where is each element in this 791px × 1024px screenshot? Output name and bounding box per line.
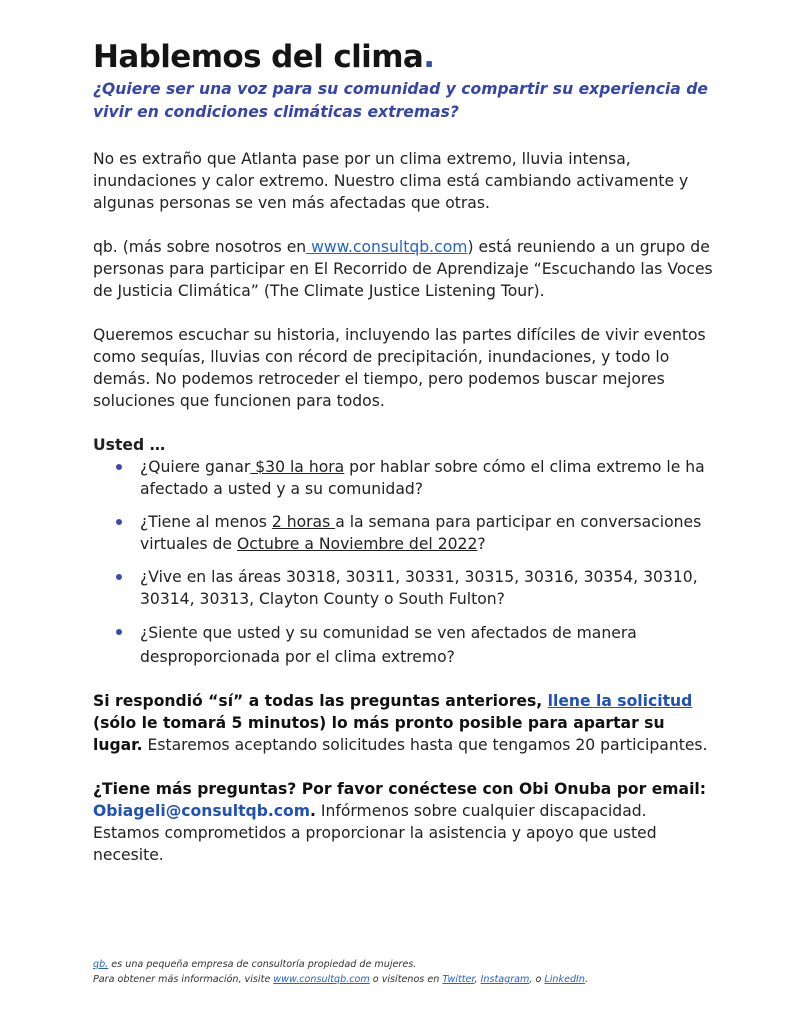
list-item (93, 511, 713, 555)
b2-underlined-hours: 2 horas (271, 512, 336, 531)
paragraph-story: Queremos escuchar su historia, incluyendo las partes difíciles de vivir eventos como sequías, lluvias con récord de precipitación, inundaciones, y todo lo demás. No podemos retroceder el tiempo, pero podemos buscar mejores soluciones que funcionen para todos. (93, 325, 706, 410)
b3-text: ¿Vive en las áreas 30318, 30311, 30331, 30315, 30316, 30354, 30310, 30314, 30313, Clayton County o South Fulton? (140, 567, 698, 608)
footer-end: . (584, 974, 589, 985)
b1-underlined-pay: $30 la hora (250, 457, 345, 476)
b2-text-c: ? (477, 534, 486, 553)
about-text-after: ) está reuniendo a un grupo de personas para participar en El Recorrido de Aprendizaje “Escuchando las Voces de Justicia Climática” (The Climate Justice Listening Tour). (93, 237, 713, 300)
qb-link[interactable]: qb. (93, 959, 109, 970)
website-link[interactable]: www.consultqb.com (306, 237, 468, 256)
usted-heading: Usted … (93, 435, 166, 454)
apply-bold-b: (sólo le tomará 5 minutos) lo más pronto posible para apartar su lugar. (93, 713, 665, 754)
footer (93, 957, 713, 987)
contact-rest: Infórmenos sobre cualquier discapacidad. Estamos comprometidos a proporcionar la asistencia y apoyo que usted necesite. (93, 801, 657, 864)
list-item (93, 566, 713, 610)
document-page (93, 38, 713, 866)
apply-bold-a: Si respondió “sí” a todas las preguntas anteriores, (93, 691, 548, 710)
bullet-icon (116, 464, 122, 470)
apply-rest: Estaremos aceptando solicitudes hasta que tengamos 20 participantes. (142, 735, 708, 754)
footer-line-2 (93, 972, 713, 987)
footer-sep: , (474, 974, 481, 985)
instagram-link[interactable]: Instagram (480, 974, 530, 985)
application-link[interactable]: llene la solicitud (547, 691, 693, 710)
paragraph-contact (93, 778, 713, 866)
footer-line2-text-a: Para obtener más información, visite (93, 974, 274, 985)
page-title (93, 38, 713, 77)
title-dot: . (423, 39, 435, 75)
b2-text-b: a la semana para participar en conversaciones virtuales de (140, 512, 702, 553)
contact-bold-a: ¿Tiene más preguntas? Por favor conéctese con Obi Onuba por email: (93, 779, 706, 798)
paragraph-apply (93, 690, 713, 756)
list-item (93, 621, 713, 669)
bullet-icon (116, 519, 122, 525)
twitter-link[interactable]: Twitter (442, 974, 475, 985)
b4-text: ¿Siente que usted y su comunidad se ven afectados de manera desproporcionada por el clima extremo? (140, 623, 637, 666)
paragraph-intro: No es extraño que Atlanta pase por un clima extremo, lluvia intensa, inundaciones y calor extremo. Nuestro clima está cambiando activamente y algunas personas se ven más afectadas que otras. (93, 149, 689, 212)
b2-underlined-dates: Octubre a Noviembre del 2022 (236, 534, 478, 553)
footer-line2-text-b: o visítenos en (369, 974, 443, 985)
b2-text-a: ¿Tiene al menos (140, 512, 272, 531)
list-item (93, 456, 713, 500)
bullet-icon (116, 629, 122, 635)
title-text: Hablemos del clima (93, 39, 424, 75)
footer-website-link[interactable]: www.consultqb.com (273, 974, 370, 985)
linkedin-link[interactable]: LinkedIn (544, 974, 585, 985)
subtitle: ¿Quiere ser una voz para su comunidad y compartir su experiencia de vivir en condiciones climáticas extremas? (93, 79, 708, 121)
paragraph-about (93, 236, 713, 302)
about-text-before: qb. (más sobre nosotros en (93, 237, 307, 256)
footer-line1-text: es una pequeña empresa de consultoría propiedad de mujeres. (108, 959, 417, 970)
b1-text-a: ¿Quiere ganar (140, 457, 251, 476)
footer-line-1 (93, 957, 713, 972)
b1-text-b: por hablar sobre cómo el clima extremo le ha afectado a usted y a su comunidad? (140, 457, 705, 498)
footer-sep: , o (529, 974, 545, 985)
bullet-icon (116, 574, 122, 580)
email-link[interactable]: Obiageli@consultqb.com (93, 801, 311, 820)
question-list (93, 456, 713, 669)
contact-bold-b: . (310, 801, 316, 820)
